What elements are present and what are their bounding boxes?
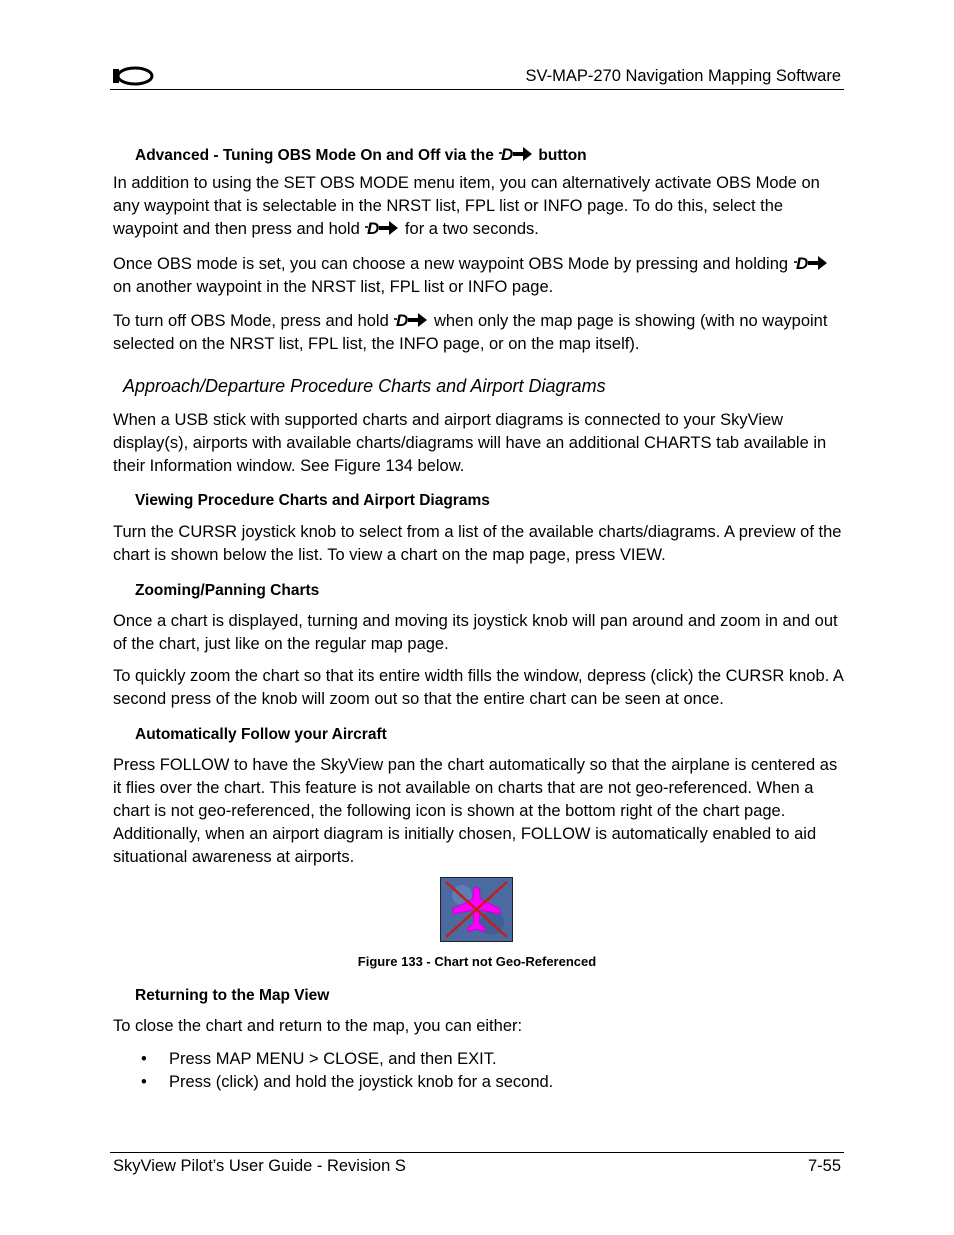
header-title: SV-MAP-270 Navigation Mapping Software	[525, 67, 841, 85]
direct-to-icon	[364, 218, 400, 238]
follow-paragraph: Press FOLLOW to have the SkyView pan the chart automatically so that the airplane is centered as it flies over the chart. This feature is not available on charts that are not geo-referenced. When a chart is not geo-referenced, the following icon is shown at the bottom right of the chart page. Additionally, when an airport diagram is initially chosen, FOLLOW is automatically enabled to aid situational awareness at airports.	[113, 756, 838, 866]
list-item: • Press MAP MENU > CLOSE, and then EXIT.	[113, 1048, 553, 1071]
dynon-logo-icon	[111, 66, 155, 86]
obs-paragraph-2: Once OBS mode is set, you can choose a new waypoint OBS Mode by pressing and holding on another waypoint in the NRST list, FPL list or INFO page.	[113, 253, 848, 299]
zoom-paragraph-1: Once a chart is displayed, turning and moving its joystick knob will pan around and zoom in and out of the chart, just like on the regular map page.	[113, 612, 838, 653]
approach-heading: Approach/Departure Procedure Charts and Airport Diagrams	[123, 376, 606, 396]
footer-rule	[110, 1152, 844, 1153]
viewing-paragraph: Turn the CURSR joystick knob to select from a list of the available charts/diagrams. A preview of the chart is shown below the list. To view a chart on the map page, press VIEW.	[113, 523, 842, 564]
obs-paragraph-3: To turn off OBS Mode, press and hold when only the map page is showing (with no waypoint selected on the NRST list, FPL list, the INFO page, or on the map itself).	[113, 312, 828, 353]
return-options-list	[113, 1048, 553, 1094]
figure-caption: Figure 133 - Chart not Geo-Referenced	[357, 954, 597, 969]
not-geo-referenced-icon	[440, 877, 513, 942]
list-item: • Press (click) and hold the joystick knob for a second.	[113, 1071, 553, 1094]
return-paragraph: To close the chart and return to the map, you can either:	[113, 1017, 523, 1035]
return-heading: Returning to the Map View	[135, 987, 330, 1004]
obs-paragraph-1: In addition to using the SET OBS MODE menu item, you can alternatively activate OBS Mode on any waypoint that is selectable in the NRST list, FPL list or INFO page. To do this, select the waypoint and then press and hold for a two seconds.	[113, 174, 820, 238]
zoom-paragraph-2: To quickly zoom the chart so that its entire width fills the window, depress (click) the CURSR knob. A second press of the knob will zoom out so that the entire chart can be seen at once.	[113, 667, 843, 708]
zoom-heading: Zooming/Panning Charts	[135, 582, 320, 599]
page-number: 7-55	[807, 1157, 841, 1175]
direct-to-icon	[793, 253, 829, 273]
obs-heading: Advanced - Tuning OBS Mode On and Off via the button	[135, 144, 587, 165]
footer-title: SkyView Pilot’s User Guide - Revision S	[113, 1157, 406, 1175]
header-rule	[110, 89, 844, 90]
follow-heading: Automatically Follow your Aircraft	[135, 726, 387, 743]
direct-to-icon	[498, 144, 534, 164]
viewing-heading: Viewing Procedure Charts and Airport Diagrams	[135, 492, 490, 509]
approach-paragraph: When a USB stick with supported charts and airport diagrams is connected to your SkyView display(s), airports with available charts/diagrams will have an additional CHARTS tab available in their Information window. See Figure 134 below.	[113, 411, 827, 475]
direct-to-icon	[393, 310, 429, 330]
